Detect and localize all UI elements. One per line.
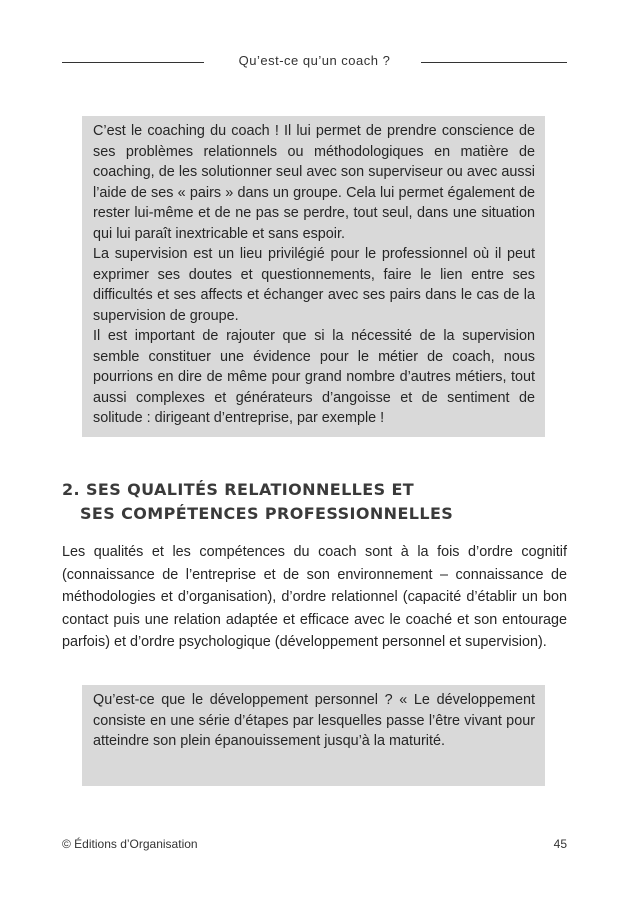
copyright-notice: © Éditions d’Organisation xyxy=(62,837,198,851)
box-paragraph-1: C’est le coaching du coach ! Il lui permet de prendre conscience de ses problèmes relationnels ou méthodologiques en matière de coaching, de les solutionner seul avec son superviseur ou avec aussi l’aide de ses « pairs » dans un groupe. Cela lui permet également de rester lui-même et de ne pas se perdre, tout seul, dans une situation qui lui paraît inextricable et sans espoir. xyxy=(93,123,535,242)
development-box-text: Qu’est-ce que le développement personnel ? « Le développement consiste en une série d’étapes par lesquelles passe l’être vivant pour atteindre son plein épanouissement jusqu’à la maturité. xyxy=(93,692,535,749)
section-heading-line-2: SES COMPÉTENCES PROFESSIONNELLES xyxy=(80,504,454,523)
page-number: 45 xyxy=(553,837,567,851)
running-header xyxy=(62,52,567,72)
development-box xyxy=(82,685,545,786)
section-heading-line-1: 2. SES QUALITÉS RELATIONNELLES ET xyxy=(62,480,415,499)
section-body-paragraph: Les qualités et les compétences du coach sont à la fois d’ordre cognitif (connaissance de l’entreprise et de son environnement – connaissance de méthodologies et d’organisation), d’ordre relationnel (capacité d’établir un bon contact puis une relation adaptée et efficace avec le coaché et son entourage parfois) et d’ordre psychologique (développement personnel et supervision). xyxy=(62,544,567,650)
box-paragraph-3: Il est important de rajouter que si la nécessité de la supervision semble constituer une évidence pour le métier de coach, nous pourrions en dire de même pour grand nombre d’autres métiers, tout aussi complexes et générateurs d’angoisse et de sentiment de solitude : dirigeant d’entreprise, par exemple ! xyxy=(93,328,535,426)
section-heading xyxy=(62,478,562,526)
supervision-box xyxy=(82,116,545,437)
header-rule-right xyxy=(421,62,567,63)
running-title: Qu’est-ce qu’un coach ? xyxy=(238,53,391,68)
box-paragraph-2: La supervision est un lieu privilégié pour le professionnel où il peut exprimer ses doutes et questionnements, faire le lien entre ses difficultés et ses affects et échanger avec ses pairs dans le cas de la supervision de groupe. xyxy=(93,246,535,324)
